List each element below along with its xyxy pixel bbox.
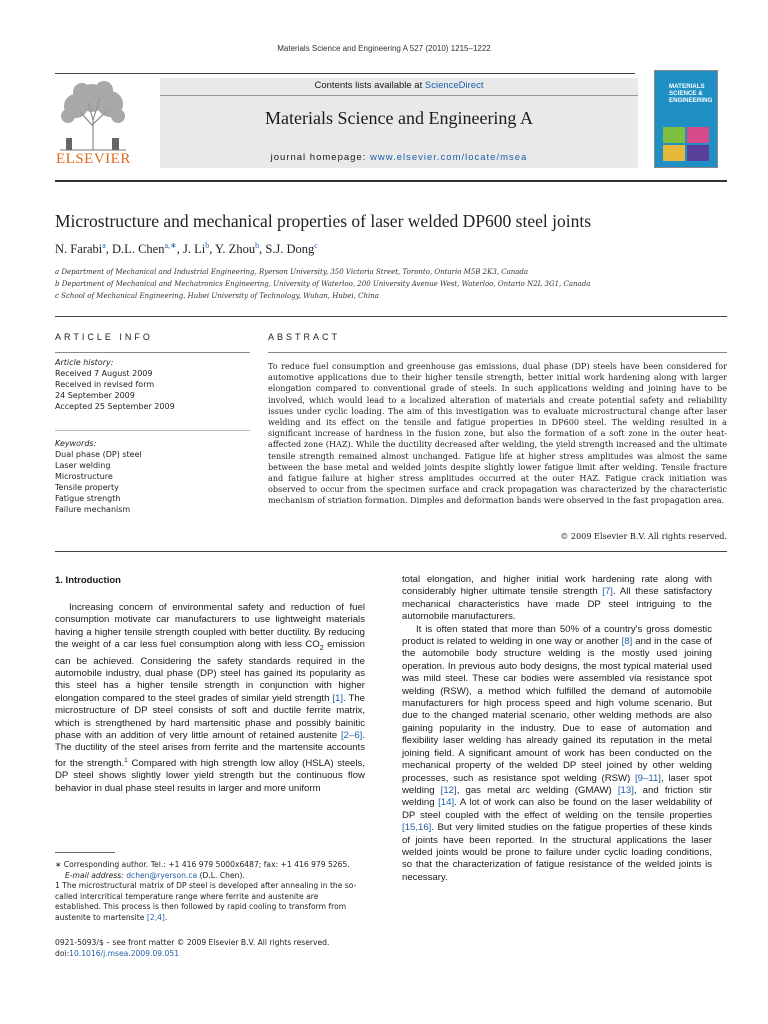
citation-link[interactable]: [9–11] bbox=[635, 772, 661, 784]
keyword: Laser welding bbox=[55, 461, 111, 470]
section-heading-introduction: 1. Introduction bbox=[55, 575, 121, 586]
journal-citation: Materials Science and Engineering A 527 (2010) 1215–1222 bbox=[277, 44, 491, 53]
citation-link[interactable]: [1] bbox=[332, 692, 344, 704]
author-separator: , bbox=[259, 242, 266, 256]
text-run: . But very limited studies on the fatigue properties of these kinds of joints have been reported. In the structural applications the laser welded joints would be prone to failure under cyclic loading conditions, so that the characterization of fatigue resistance of the welded joints is necessary. bbox=[402, 822, 712, 883]
keyword: Tensile property bbox=[55, 483, 119, 492]
article-title: Microstructure and mechanical properties of laser welded DP600 steel joints bbox=[55, 211, 592, 231]
corresponding-author-note: ∗ Corresponding author. Tel.: +1 416 979 5000x6487; fax: +1 416 979 5265. bbox=[55, 860, 350, 869]
masthead-divider bbox=[160, 95, 638, 96]
header-bottom-rule bbox=[55, 180, 727, 182]
contents-prefix: Contents lists available at bbox=[314, 80, 425, 91]
text-run: . The ductility of the steel arises from ferrite and the martensite accounts for the strength. bbox=[55, 729, 365, 769]
publisher-wordmark: ELSEVIER bbox=[56, 151, 131, 167]
citation-link[interactable]: [12] bbox=[440, 784, 457, 796]
author-name: Y. Zhou bbox=[215, 242, 256, 256]
citation-link[interactable]: [8] bbox=[621, 636, 633, 648]
affiliation-b: b Department of Mechanical and Mechatronics Engineering, University of Waterloo, 200 University Avenue West, Waterloo, Ontario N2L 3G1, Canada bbox=[55, 280, 591, 288]
abstract-rule bbox=[268, 352, 727, 353]
front-matter-footer bbox=[55, 937, 365, 959]
text-run: emission can be achieved. Considering the safety standards required in the automobile industry, dual phase (DP) steel has gained its popularity as this steel has a higher tensile strength in conjunction with higher elongation compared to the steel grades of similar yield strength bbox=[55, 639, 365, 704]
keywords-rule bbox=[55, 430, 250, 431]
text-run: 1 The microstructural matrix of DP steel is developed after annealing in the so-called intercritical temperature range where ferrite and austenite are established. This process is then followed by rapid cooling to transform from austenite to martensite bbox=[55, 881, 357, 922]
text-run: total elongation, and higher initial work hardening rate along with considerably higher ultimate tensile strength bbox=[402, 574, 712, 598]
keyword: Dual phase (DP) steel bbox=[55, 450, 142, 459]
author-affiliation-mark[interactable]: b bbox=[205, 241, 210, 250]
subscript: 2 bbox=[319, 645, 324, 653]
text-run: Increasing concern of environmental safety and reduction of fuel consumption motivate car manufacturers to use lightweight materials having a higher tensile strength coupled with better ductility. By reducing the weight of a car less fuel consumption along with less CO bbox=[55, 602, 365, 651]
issn-line: 0921-5093/$ – see front matter © 2009 Elsevier B.V. All rights reserved. bbox=[55, 938, 330, 947]
author-name: N. Farabi bbox=[55, 242, 103, 256]
footnote-1 bbox=[55, 881, 365, 923]
abstract-text: To reduce fuel consumption and greenhouse gas emissions, dual phase (DP) steels have been considered for automotive applications due to their higher tensile strength, better initial work hardening along with larger elongation compared to conventional grade of steels. In such applications welding and joining have to be involved, which would lead to a localized alteration of materials and create potential safety and reliability issues under cyclic loading. The aim of this investigation was to evaluate microstructural change after laser welding and its effect on the tensile and fatigue properties in DP600 steel. The welding resulted in a significant increase of hardness in the fusion zone, but also the formation of a soft zone in the outer heat-affected zone (HAZ). While the ductility decreased after welding, the yield strength increased and the ultimate tensile strength remained almost unchanged. Fatigue life at higher stress amplitudes was almost the same between the base metal and welded joints despite slightly lower fatigue limit after welding. Tensile fracture and fatigue failure at higher stress amplitudes occurred at the outer HAZ. Fatigue crack initiation was observed to occur from the specimen surface and crack propagation was characterized by the characteristic mechanism of striation formation. Dimples and deformation bands were observed in the fast propagation area. bbox=[268, 361, 727, 506]
affiliation-a: a Department of Mechanical and Industrial Engineering, Ryerson University, 350 Victoria Street, Toronto, Ontario M5B 2K3, Canada bbox=[55, 268, 529, 276]
cover-tile bbox=[687, 145, 709, 161]
text-run: It is often stated that more than 50% of a country's gross domestic product is related to welding in one way or another bbox=[402, 623, 712, 648]
history-line: 24 September 2009 bbox=[55, 391, 135, 400]
history-line: Accepted 25 September 2009 bbox=[55, 402, 175, 411]
abstract-heading: ABSTRACT bbox=[268, 332, 341, 342]
email-label: E-mail address: bbox=[65, 870, 127, 880]
cover-title: MATERIALS SCIENCE & ENGINEERING bbox=[669, 83, 713, 104]
cover-tile bbox=[663, 127, 685, 143]
doi-label: doi: bbox=[55, 949, 70, 958]
author-affiliation-mark[interactable]: c bbox=[314, 241, 318, 250]
author-separator: , bbox=[209, 242, 216, 256]
journal-homepage bbox=[160, 152, 638, 163]
keyword: Failure mechanism bbox=[55, 505, 131, 514]
journal-cover-image bbox=[654, 70, 718, 168]
citation-link[interactable]: [2,4] bbox=[146, 912, 165, 922]
intro-right-column bbox=[402, 574, 712, 884]
journal-title: Materials Science and Engineering A bbox=[265, 108, 533, 128]
article-info-heading: ARTICLE INFO bbox=[55, 332, 153, 342]
author-list bbox=[55, 242, 735, 257]
keywords-label: Keywords: bbox=[55, 439, 97, 448]
article-info-rule bbox=[55, 352, 250, 353]
author-name: S.J. Dong bbox=[265, 242, 315, 256]
contents-line bbox=[160, 80, 638, 91]
history-line: Received 7 August 2009 bbox=[55, 369, 153, 378]
cover-tile bbox=[663, 145, 685, 161]
author-separator: , bbox=[105, 242, 113, 256]
author-affiliation-mark[interactable]: a,∗ bbox=[164, 241, 177, 250]
intro-left-column bbox=[55, 602, 365, 795]
front-matter-rule bbox=[55, 316, 727, 317]
author-name: J. Li bbox=[182, 242, 206, 256]
intro-paragraph bbox=[55, 602, 365, 795]
author-affiliation-mark[interactable]: a bbox=[102, 241, 106, 250]
author-affiliation-mark[interactable]: b bbox=[255, 241, 260, 250]
author-separator: , bbox=[176, 242, 183, 256]
abstract-bottom-rule bbox=[55, 551, 727, 552]
history-label: Article history: bbox=[55, 358, 114, 367]
keyword: Microstructure bbox=[55, 472, 113, 481]
affiliation-c: c School of Mechanical Engineering, Hubei University of Technology, Wuhan, Hubei, China bbox=[55, 292, 379, 300]
sciencedirect-link[interactable]: ScienceDirect bbox=[424, 80, 484, 91]
email-note bbox=[55, 871, 365, 882]
footnote-marker[interactable]: 1 bbox=[124, 756, 128, 764]
text-run: , and friction stir welding bbox=[402, 784, 713, 809]
keyword: Fatigue strength bbox=[55, 494, 121, 503]
text-run: . bbox=[164, 912, 168, 922]
author-name: D.L. Chen bbox=[112, 242, 165, 256]
text-run: . All these satisfactory mechanical characteristics have made DP steel intriguing to the automobile manufacturers. bbox=[402, 586, 712, 623]
footnotes bbox=[55, 860, 365, 923]
text-run: , laser spot welding bbox=[402, 772, 713, 796]
citation-link[interactable]: [7] bbox=[602, 586, 613, 598]
homepage-link[interactable]: www.elsevier.com/locate/msea bbox=[369, 152, 528, 163]
cover-tile bbox=[687, 127, 709, 143]
doi-line bbox=[55, 948, 365, 959]
homepage-prefix: journal homepage: bbox=[270, 152, 370, 163]
abstract-copyright: © 2009 Elsevier B.V. All rights reserved. bbox=[560, 531, 727, 541]
email-suffix: (D.L. Chen). bbox=[197, 870, 245, 880]
header-top-rule bbox=[55, 73, 635, 74]
email-link[interactable]: dchen@ryerson.ca bbox=[126, 870, 198, 880]
text-run: Compared with high strength low alloy (HSLA) steels, DP steel shows slightly lower yield strength but the continuous flow behavior in dual phase steel results in larger and more uniform bbox=[55, 757, 365, 794]
text-run: . The microstructure of DP steel consists of soft and ductile ferrite matrix, which is strengthened by hard martensitic phase and possibly bainitic phase with an addition of very little amount of retained austenite bbox=[55, 692, 365, 741]
elsevier-tree-logo bbox=[52, 80, 134, 152]
footnote-rule bbox=[55, 852, 115, 853]
citation-link[interactable]: [2–6] bbox=[340, 729, 363, 741]
article-history bbox=[55, 357, 250, 412]
intro-paragraph bbox=[402, 624, 712, 885]
keywords bbox=[55, 438, 250, 515]
citation-link[interactable]: [14] bbox=[438, 797, 455, 809]
text-run: and in the case of the automobile body structure welding is the mostly used joining operation. In previous auto body designs, the most typical material used was mild steel. These car bodies were assembled via resistance spot welding (RSW), a method which fulfilled the demand of automobile manufacturers for high process speed and high volume scenario. But due to the changed material scenario, other welding methods are also gaining popularity in the industry. Due to ease of automation and flexibility laser welding has already gained its reputation in the metal joining field. A significant amount of work has been conducted on the mechanical property of the welded DP steel joined by other welding processes, such as resistance spot welding (RSW) bbox=[402, 636, 713, 784]
citation-link[interactable]: [15,16] bbox=[402, 822, 432, 834]
text-run: , gas metal arc welding (GMAW) bbox=[456, 784, 618, 796]
intro-paragraph bbox=[402, 574, 712, 624]
history-line: Received in revised form bbox=[55, 380, 155, 389]
citation-link[interactable]: [13] bbox=[617, 784, 634, 796]
text-run: . A lot of work can also be found on the laser weldability of DP steel coupled with the effect of welding on the tensile properties bbox=[402, 797, 712, 821]
doi-link[interactable]: 10.1016/j.msea.2009.09.051 bbox=[69, 949, 180, 958]
